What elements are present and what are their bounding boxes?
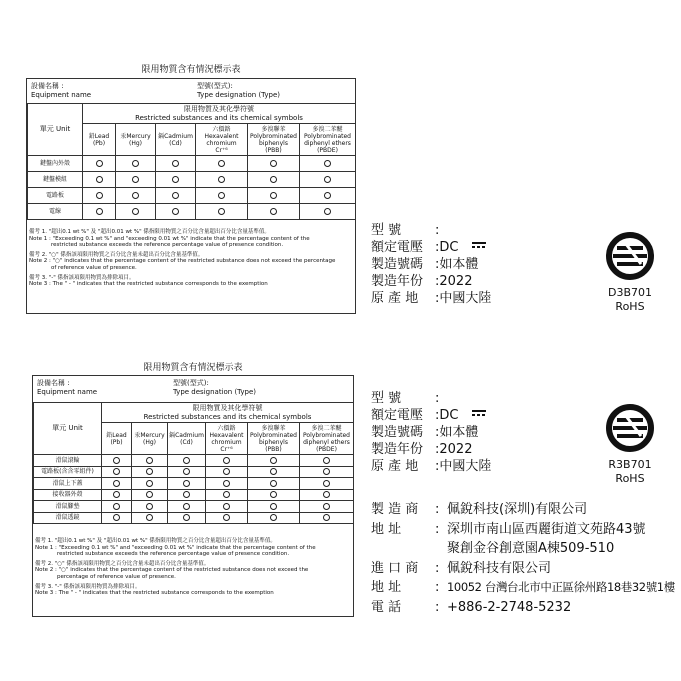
unit-header: 單元 Unit [28, 104, 83, 156]
circle-icon [183, 468, 190, 475]
compliance-mark [248, 172, 300, 188]
bsmi-mark-bottom: R3B701 RoHS [598, 402, 662, 486]
compliance-mark [168, 501, 206, 513]
compliance-mark [116, 156, 156, 172]
compliance-mark [196, 204, 248, 220]
circle-icon [270, 160, 277, 167]
substances-header: 限用物質及其化學符號 Restricted substances and its chemical symbols [102, 403, 354, 423]
circle-icon [270, 457, 277, 464]
circle-icon [218, 208, 225, 215]
company-info: 製 造 商 : 佩銳科技(深圳)有限公司 地 址 : 深圳市南山區西麗街道文苑路43號 聚創金谷創意園A棟509-510 進 口 商 : 佩銳科技有限公司 地 址 : 10052 台灣台北市中正區徐州路18巷32號1樓 電 話 : +886-2-2748-5232 [371, 502, 675, 615]
circle-icon [270, 468, 277, 475]
circle-icon [324, 208, 331, 215]
component-name: 電路板(含含零組件) [34, 466, 102, 478]
circle-icon [270, 480, 277, 487]
compliance-mark [116, 172, 156, 188]
rohs-table-title: 限用物質含有情況標示表 [141, 65, 241, 75]
note-line: restricted substance exceeds the reference percentage value of presence condition. [57, 551, 290, 558]
compliance-mark [102, 478, 132, 490]
table-row [34, 466, 354, 478]
substance-column-header: 六價鉻 Hexavalent chromium Cr⁺⁶ [206, 423, 248, 455]
compliance-mark [168, 466, 206, 478]
compliance-mark [102, 466, 132, 478]
bsmi-logo-icon [605, 230, 655, 282]
circle-icon [323, 503, 330, 510]
compliance-mark [83, 156, 116, 172]
compliance-mark [248, 501, 300, 513]
circle-icon [183, 503, 190, 510]
compliance-mark [248, 156, 300, 172]
circle-icon [223, 468, 230, 475]
compliance-mark [300, 188, 356, 204]
type-designation-label: 型號(型式): Type designation (Type) [197, 82, 280, 99]
compliance-mark [300, 512, 354, 524]
table-row [28, 172, 356, 188]
circle-icon [270, 514, 277, 521]
table-row [28, 204, 356, 220]
circle-icon [146, 491, 153, 498]
circle-icon [172, 160, 179, 167]
compliance-mark [102, 489, 132, 501]
circle-icon [323, 457, 330, 464]
compliance-mark [300, 204, 356, 220]
compliance-mark [132, 489, 168, 501]
compliance-mark [156, 204, 196, 220]
component-name: 鍵盤內外殼 [28, 156, 83, 172]
compliance-mark [168, 478, 206, 490]
note-line: 備考 3. "-" 係指該項限用物質為排除項目。 [29, 274, 135, 281]
circle-icon [132, 160, 139, 167]
substance-table [33, 402, 354, 524]
note-line: 備考 2. "○" 係指該項限用物質之百分比含量未超出百分比含量基準值。 [29, 251, 204, 258]
note-line: percentage of reference value of presence. [57, 573, 176, 580]
circle-icon [113, 457, 120, 464]
rohs-table-title: 限用物質含有情況標示表 [143, 363, 243, 373]
rohs-table-card [32, 375, 354, 617]
circle-icon [96, 176, 103, 183]
compliance-mark [83, 188, 116, 204]
notes [35, 538, 316, 597]
component-name: 滑鼠透鏡 [34, 512, 102, 524]
substance-column-header: 多溴二苯醚 Polybrominated diphenyl ethers (PBDE) [300, 124, 356, 156]
circle-icon [146, 503, 153, 510]
component-name: 滑鼠滾輪 [34, 455, 102, 467]
compliance-mark [248, 489, 300, 501]
circle-icon [323, 514, 330, 521]
equipment-name-label: 設備名稱 : Equipment name [37, 379, 98, 396]
compliance-mark [132, 501, 168, 513]
type-designation-label: 型號(型式): Type designation (Type) [173, 379, 256, 396]
table-row [34, 501, 354, 513]
component-name: 鍵盤模組 [28, 172, 83, 188]
note-line: 備考 1. "超出0.1 wt %" 及 "超出0.01 wt %" 係指限用物質之百分比含量超出百分比含量基準值。 [29, 229, 270, 235]
circle-icon [270, 491, 277, 498]
circle-icon [270, 192, 277, 199]
compliance-mark [196, 172, 248, 188]
substances-header: 限用物質及其化學符號 Restricted substances and its chemical symbols [83, 104, 356, 124]
component-name: 滑鼠上下蓋 [34, 478, 102, 490]
compliance-mark [248, 512, 300, 524]
compliance-mark [248, 466, 300, 478]
circle-icon [146, 468, 153, 475]
compliance-mark [102, 501, 132, 513]
note-line: Note 1 : "Exceeding 0.1 wt %" and "exceeding 0.01 wt %" indicate that the percentage content of the [35, 544, 316, 551]
circle-icon [183, 457, 190, 464]
compliance-mark [83, 204, 116, 220]
note-line: Note 1 : "Exceeding 0.1 wt %" and "exceeding 0.01 wt %" indicate that the percentage content of the [29, 235, 310, 242]
note-line: 備考 1. "超出0.1 wt %" 及 "超出0.01 wt %" 係指限用物質之百分比含量超出百分比含量基準值。 [35, 538, 276, 544]
substance-column-header: 鎘Cadmium (Cd) [168, 423, 206, 455]
circle-icon [223, 514, 230, 521]
substance-column-header: 多溴聯苯 Polybrominated biphenyls (PBB) [248, 423, 300, 455]
substance-column-header: 鉛Lead (Pb) [102, 423, 132, 455]
circle-icon [113, 503, 120, 510]
compliance-mark [300, 466, 354, 478]
table-row [34, 455, 354, 467]
circle-icon [223, 480, 230, 487]
circle-icon [223, 457, 230, 464]
circle-icon [183, 514, 190, 521]
circle-icon [96, 192, 103, 199]
circle-icon [146, 457, 153, 464]
component-name: 接收器外殼 [34, 489, 102, 501]
circle-icon [323, 480, 330, 487]
notes [29, 229, 335, 288]
compliance-mark [132, 478, 168, 490]
substance-column-header: 多溴二苯醚 Polybrominated diphenyl ethers (PBDE) [300, 423, 354, 455]
circle-icon [324, 192, 331, 199]
circle-icon [270, 503, 277, 510]
circle-icon [146, 514, 153, 521]
circle-icon [113, 491, 120, 498]
compliance-mark [248, 478, 300, 490]
note-line: 備考 2. "○" 係指該項限用物質之百分比含量未超出百分比含量基準值。 [35, 560, 210, 567]
note-line: Note 2 : "○" indicates that the percentage content of the restricted substance does not exceed the percentage [29, 258, 336, 265]
circle-icon [223, 503, 230, 510]
table-row [34, 489, 354, 501]
note-line: Note 2 : "○" indicates that the percentage content of the restricted substance does not exceed the [35, 567, 309, 574]
circle-icon [324, 176, 331, 183]
product-label-bottom: 型 號 : 額定電壓 :DC 製造號碼 :如本體 製造年份 :2022 原 產 地 :中國大陸 [371, 391, 492, 474]
table-row [34, 478, 354, 490]
compliance-mark [132, 512, 168, 524]
note-line: Note 3 : The " - " indicates that the restricted substance corresponds to the exemption [29, 281, 268, 288]
compliance-mark [300, 501, 354, 513]
circle-icon [146, 480, 153, 487]
compliance-mark [156, 156, 196, 172]
compliance-mark [102, 455, 132, 467]
compliance-mark [206, 512, 248, 524]
compliance-mark [168, 489, 206, 501]
unit-header: 單元 Unit [34, 403, 102, 455]
product-label-top: 型 號 : 額定電壓 :DC 製造號碼 :如本體 製造年份 :2022 原 產 地 :中國大陸 [371, 223, 492, 306]
dc-symbol-icon [472, 242, 486, 249]
circle-icon [323, 468, 330, 475]
compliance-mark [300, 455, 354, 467]
circle-icon [132, 208, 139, 215]
equipment-name-label: 設備名稱 : Equipment name [31, 82, 92, 99]
compliance-mark [116, 188, 156, 204]
circle-icon [218, 192, 225, 199]
substance-column-header: 汞Mercury (Hg) [116, 124, 156, 156]
note-line: restricted substance exceeds the reference percentage value of presence condition. [51, 242, 284, 249]
note-line: of reference value of presence. [51, 264, 137, 271]
compliance-mark [102, 512, 132, 524]
circle-icon [113, 514, 120, 521]
substance-column-header: 鎘Cadmium (Cd) [156, 124, 196, 156]
compliance-mark [156, 188, 196, 204]
compliance-mark [206, 489, 248, 501]
circle-icon [223, 491, 230, 498]
bsmi-logo-icon [605, 402, 655, 454]
compliance-mark [300, 478, 354, 490]
table-row [34, 512, 354, 524]
compliance-mark [156, 172, 196, 188]
note-line: Note 3 : The " - " indicates that the restricted substance corresponds to the exemption [35, 590, 274, 597]
compliance-mark [116, 204, 156, 220]
circle-icon [113, 468, 120, 475]
substance-column-header: 六價鉻 Hexavalent chromium Cr⁺⁶ [196, 124, 248, 156]
compliance-mark [206, 478, 248, 490]
circle-icon [270, 176, 277, 183]
compliance-mark [132, 455, 168, 467]
compliance-mark [300, 489, 354, 501]
compliance-mark [168, 455, 206, 467]
circle-icon [183, 480, 190, 487]
compliance-mark [300, 156, 356, 172]
table-row [28, 188, 356, 204]
circle-icon [132, 176, 139, 183]
circle-icon [172, 176, 179, 183]
compliance-mark [196, 156, 248, 172]
dc-symbol-icon [472, 410, 486, 417]
compliance-mark [206, 455, 248, 467]
circle-icon [218, 160, 225, 167]
circle-icon [96, 208, 103, 215]
compliance-mark [248, 188, 300, 204]
component-name: 電路板 [28, 188, 83, 204]
circle-icon [132, 192, 139, 199]
circle-icon [323, 491, 330, 498]
substance-column-header: 多溴聯苯 Polybrominated biphenyls (PBB) [248, 124, 300, 156]
circle-icon [172, 192, 179, 199]
table-row [28, 156, 356, 172]
rohs-table-card [26, 78, 356, 314]
compliance-mark [132, 466, 168, 478]
component-name: 滑鼠腳墊 [34, 501, 102, 513]
compliance-mark [206, 501, 248, 513]
compliance-mark [83, 172, 116, 188]
circle-icon [96, 160, 103, 167]
substance-column-header: 汞Mercury (Hg) [132, 423, 168, 455]
circle-icon [270, 208, 277, 215]
compliance-mark [196, 188, 248, 204]
circle-icon [113, 480, 120, 487]
substance-table [27, 103, 356, 220]
compliance-mark [300, 172, 356, 188]
circle-icon [324, 160, 331, 167]
circle-icon [172, 208, 179, 215]
compliance-mark [248, 204, 300, 220]
note-line: 備考 3. "-" 係指該項限用物質為排除項目。 [35, 583, 141, 590]
bsmi-mark-top: D3B701 RoHS [598, 230, 662, 314]
compliance-mark [248, 455, 300, 467]
compliance-mark [168, 512, 206, 524]
substance-column-header: 鉛Lead (Pb) [83, 124, 116, 156]
component-name: 電線 [28, 204, 83, 220]
compliance-mark [206, 466, 248, 478]
circle-icon [218, 176, 225, 183]
circle-icon [183, 491, 190, 498]
